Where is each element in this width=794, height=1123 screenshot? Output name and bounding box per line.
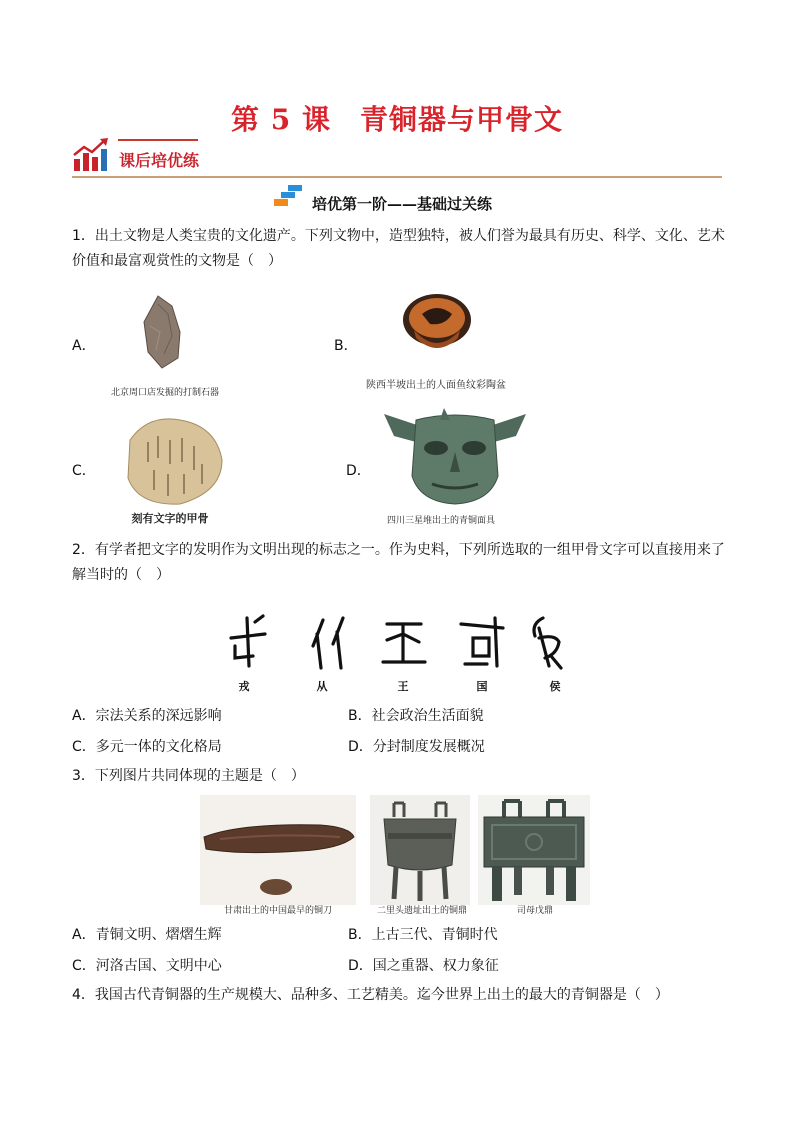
oracle-label-rong: 戎 xyxy=(238,680,250,693)
section-rule xyxy=(72,176,722,178)
q2-option-b[interactable]: B．社会政治生活面貌 xyxy=(348,708,484,724)
stone-tool-image xyxy=(138,292,188,372)
question-1-text: 1．出土文物是人类宝贵的文化遗产。下列文物中，造型独特，被人们誉为最具有历史、科学、文化、艺术价值和最富观赏性的文物是（ ） xyxy=(72,228,725,269)
question-3-text: 3．下列图片共同体现的主题是（ ） xyxy=(72,768,305,784)
steps-icon xyxy=(274,183,306,209)
bronze-ding-image xyxy=(370,795,470,905)
q1-option-c-caption: 刻有文字的甲骨 xyxy=(131,512,209,525)
oracle-bone-image xyxy=(118,412,228,508)
q3-option-a[interactable]: A．青铜文明、熠熠生辉 xyxy=(72,927,222,943)
question-2-text: 2．有学者把文字的发明作为文明出现的标志之一。作为史料，下列所选取的一组甲骨文字可以直接用来了解当时的（ ） xyxy=(72,542,725,583)
q3-caption-3: 司母戊鼎 xyxy=(516,906,553,916)
q3-caption-2: 二里头遗址出土的铜鼎 xyxy=(376,906,467,916)
simuwu-ding-image xyxy=(478,795,590,905)
q3-caption-1: 甘肃出土的中国最早的铜刀 xyxy=(223,906,332,916)
q2-option-c[interactable]: C．多元一体的文化格局 xyxy=(72,739,222,755)
q3-option-c[interactable]: C．河洛古国、文明中心 xyxy=(72,958,222,974)
bronze-knife-image xyxy=(200,795,356,905)
q3-option-b[interactable]: B．上古三代、青铜时代 xyxy=(348,927,498,943)
q1-option-d-letter[interactable]: D． xyxy=(346,463,371,479)
stage-title: 培优第一阶——基础过关练 xyxy=(312,195,493,213)
section-topline xyxy=(118,139,198,141)
oracle-label-wang: 王 xyxy=(397,680,409,693)
q2-option-d[interactable]: D．分封制度发展概况 xyxy=(348,739,485,755)
oracle-label-hou: 侯 xyxy=(549,680,561,693)
painted-pottery-basin-image xyxy=(400,290,474,360)
q1-option-b-caption: 陕西半坡出土的人面鱼纹彩陶盆 xyxy=(366,380,506,391)
q1-option-d-caption: 四川三星堆出土的青铜面具 xyxy=(386,516,495,526)
question-4-text: 4．我国古代青铜器的生产规模大、品种多、工艺精美。迄今世界上出土的最大的青铜器是（ ） xyxy=(72,987,669,1003)
q1-option-a-caption: 北京周口店发掘的打制石器 xyxy=(110,388,219,398)
q1-option-b-letter[interactable]: B． xyxy=(334,338,358,354)
bronze-mask-image xyxy=(380,406,530,506)
q2-option-a[interactable]: A．宗法关系的深远影响 xyxy=(72,708,222,724)
q1-option-a-letter[interactable]: A． xyxy=(72,338,96,354)
oracle-label-cong: 从 xyxy=(316,680,328,693)
q3-option-d[interactable]: D．国之重器、权力象征 xyxy=(348,958,499,974)
oracle-characters-image xyxy=(225,612,565,672)
q1-option-c-letter[interactable]: C． xyxy=(72,463,96,479)
growth-chart-icon xyxy=(72,137,112,173)
page-title: 第 5 课 青铜器与甲骨文 xyxy=(231,103,563,136)
section-label: 课后培优练 xyxy=(119,151,200,170)
oracle-label-guo: 国 xyxy=(476,680,488,693)
